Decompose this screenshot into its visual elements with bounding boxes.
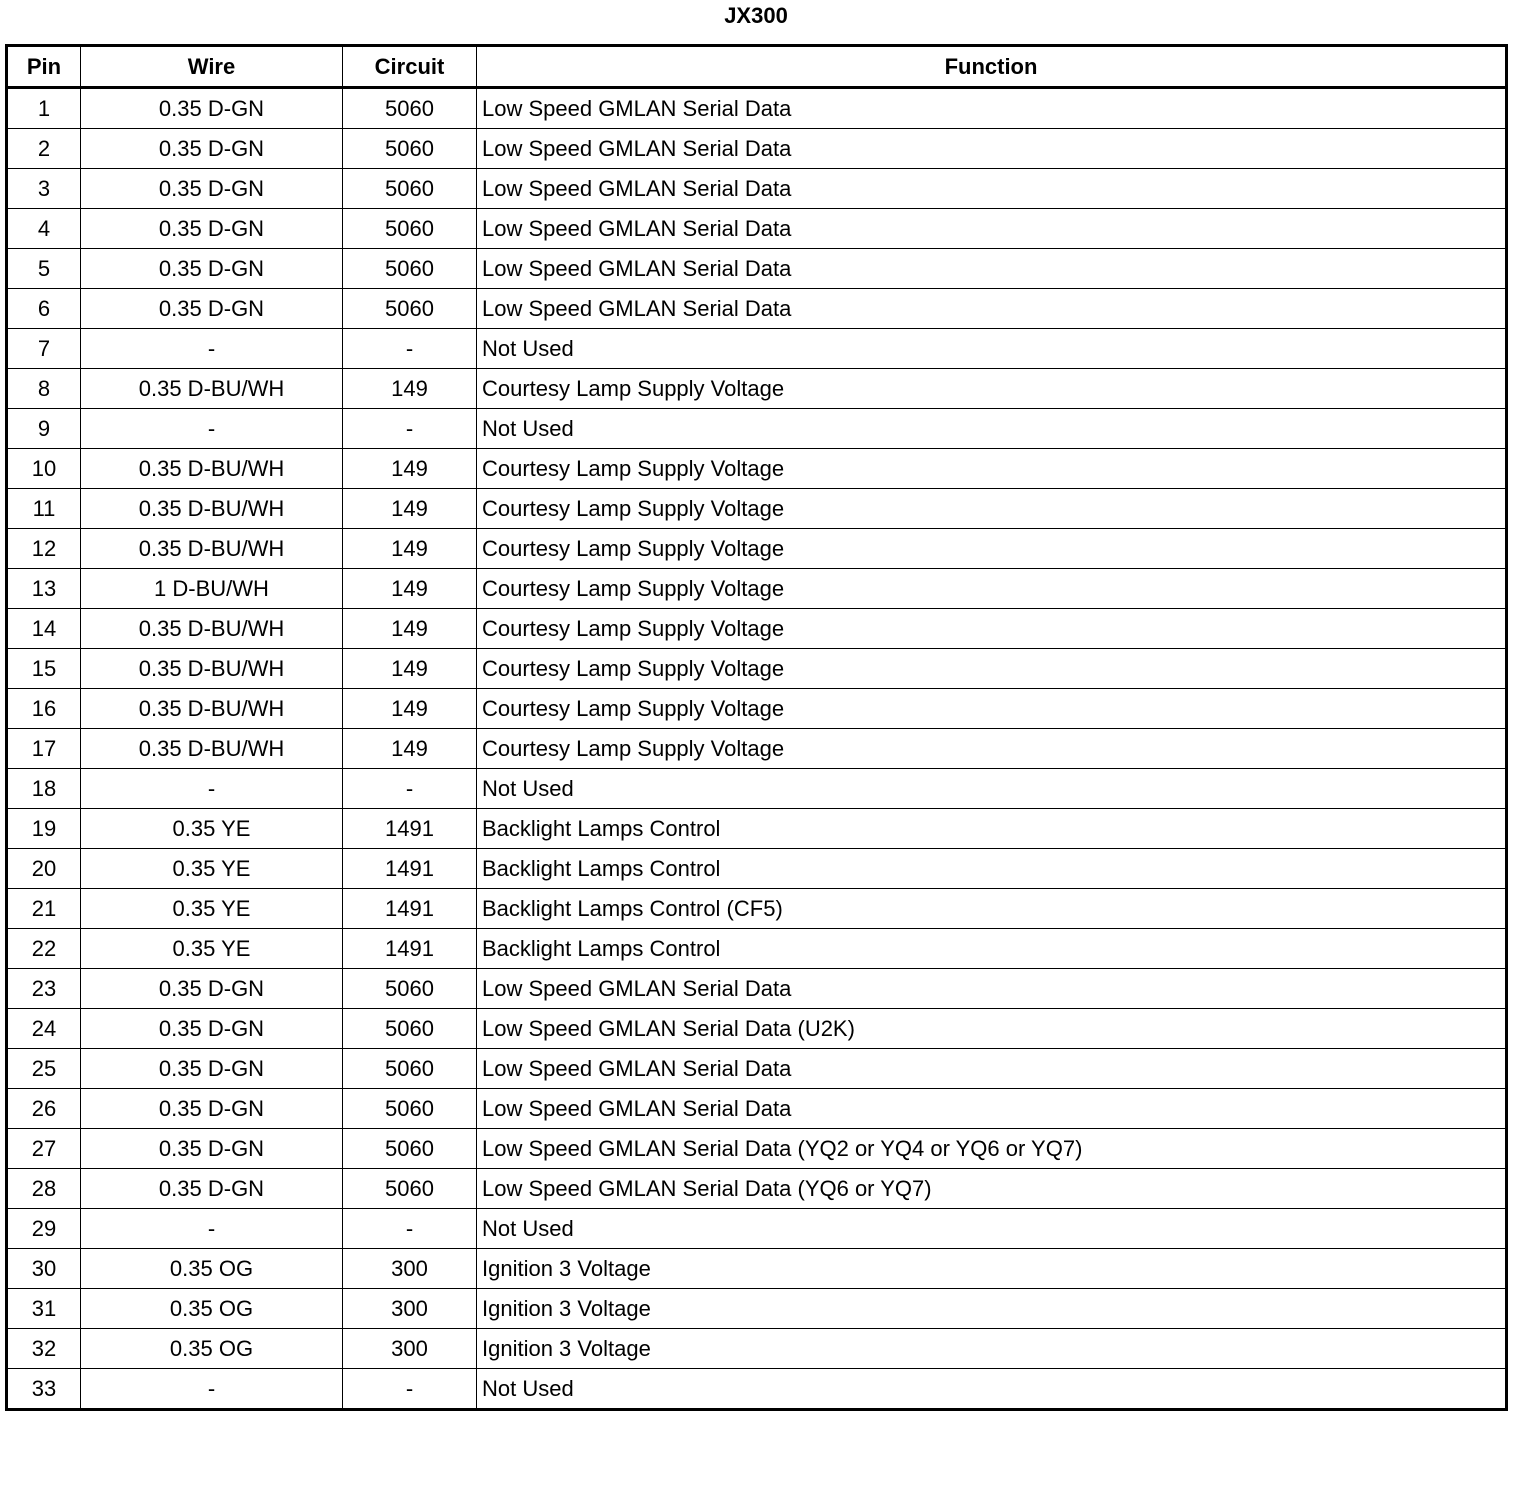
- wire-cell: 0.35 D-BU/WH: [81, 729, 343, 769]
- pin-cell: 31: [7, 1289, 81, 1329]
- function-cell: Not Used: [477, 409, 1507, 449]
- wire-cell: 0.35 D-BU/WH: [81, 529, 343, 569]
- circuit-cell: 149: [343, 689, 477, 729]
- header-circuit: Circuit: [343, 46, 477, 88]
- pin-cell: 21: [7, 889, 81, 929]
- circuit-cell: 149: [343, 729, 477, 769]
- pin-cell: 8: [7, 369, 81, 409]
- circuit-cell: -: [343, 409, 477, 449]
- circuit-cell: 149: [343, 449, 477, 489]
- function-cell: Courtesy Lamp Supply Voltage: [477, 689, 1507, 729]
- pin-cell: 11: [7, 489, 81, 529]
- pin-cell: 12: [7, 529, 81, 569]
- wire-cell: 0.35 D-GN: [81, 1009, 343, 1049]
- table-row: [7, 729, 1507, 769]
- pin-cell: 3: [7, 169, 81, 209]
- table-row: [7, 609, 1507, 649]
- pin-cell: 2: [7, 129, 81, 169]
- wire-cell: -: [81, 1209, 343, 1249]
- circuit-cell: 5060: [343, 169, 477, 209]
- function-cell: Low Speed GMLAN Serial Data: [477, 129, 1507, 169]
- table-row: [7, 329, 1507, 369]
- function-cell: Not Used: [477, 769, 1507, 809]
- wire-cell: 0.35 D-GN: [81, 1169, 343, 1209]
- wire-cell: 0.35 D-GN: [81, 88, 343, 129]
- circuit-cell: 5060: [343, 88, 477, 129]
- pin-cell: 9: [7, 409, 81, 449]
- pin-cell: 28: [7, 1169, 81, 1209]
- wire-cell: 0.35 D-BU/WH: [81, 649, 343, 689]
- circuit-cell: 149: [343, 489, 477, 529]
- function-cell: Low Speed GMLAN Serial Data: [477, 249, 1507, 289]
- table-row: [7, 129, 1507, 169]
- table-row: [7, 1249, 1507, 1289]
- circuit-cell: 5060: [343, 289, 477, 329]
- table-row: [7, 529, 1507, 569]
- pin-cell: 6: [7, 289, 81, 329]
- wire-cell: 0.35 YE: [81, 849, 343, 889]
- wire-cell: -: [81, 409, 343, 449]
- function-cell: Low Speed GMLAN Serial Data: [477, 289, 1507, 329]
- table-body: [7, 88, 1507, 1410]
- wire-cell: -: [81, 769, 343, 809]
- table-row: [7, 769, 1507, 809]
- pin-cell: 14: [7, 609, 81, 649]
- circuit-cell: -: [343, 1369, 477, 1410]
- circuit-cell: 5060: [343, 249, 477, 289]
- table-row: [7, 1049, 1507, 1089]
- connector-pinout-table: [5, 44, 1508, 1411]
- wire-cell: 0.35 D-GN: [81, 1089, 343, 1129]
- circuit-cell: 149: [343, 569, 477, 609]
- function-cell: Courtesy Lamp Supply Voltage: [477, 449, 1507, 489]
- table-row: [7, 1369, 1507, 1410]
- wire-cell: 0.35 D-GN: [81, 1129, 343, 1169]
- wire-cell: 0.35 OG: [81, 1329, 343, 1369]
- wire-cell: -: [81, 329, 343, 369]
- pin-cell: 26: [7, 1089, 81, 1129]
- table-row: [7, 1289, 1507, 1329]
- wire-cell: 0.35 D-GN: [81, 289, 343, 329]
- pin-cell: 32: [7, 1329, 81, 1369]
- table-row: [7, 969, 1507, 1009]
- header-wire: Wire: [81, 46, 343, 88]
- document-title: JX300: [724, 3, 788, 28]
- function-cell: Ignition 3 Voltage: [477, 1249, 1507, 1289]
- table-row: [7, 1169, 1507, 1209]
- pin-cell: 22: [7, 929, 81, 969]
- wire-cell: 0.35 D-GN: [81, 1049, 343, 1089]
- pin-cell: 27: [7, 1129, 81, 1169]
- function-cell: Low Speed GMLAN Serial Data: [477, 969, 1507, 1009]
- wire-cell: 0.35 YE: [81, 809, 343, 849]
- header-function: Function: [477, 46, 1507, 88]
- function-cell: Not Used: [477, 1209, 1507, 1249]
- table-row: [7, 929, 1507, 969]
- table-row: [7, 1089, 1507, 1129]
- wire-cell: 0.35 D-GN: [81, 129, 343, 169]
- circuit-cell: 5060: [343, 1049, 477, 1089]
- wire-cell: 0.35 D-BU/WH: [81, 689, 343, 729]
- circuit-cell: 149: [343, 649, 477, 689]
- wire-cell: 0.35 D-BU/WH: [81, 449, 343, 489]
- circuit-cell: 5060: [343, 1009, 477, 1049]
- circuit-cell: 1491: [343, 929, 477, 969]
- circuit-cell: 5060: [343, 209, 477, 249]
- table-row: [7, 289, 1507, 329]
- pin-cell: 30: [7, 1249, 81, 1289]
- function-cell: Backlight Lamps Control (CF5): [477, 889, 1507, 929]
- function-cell: Low Speed GMLAN Serial Data (YQ6 or YQ7): [477, 1169, 1507, 1209]
- pin-cell: 17: [7, 729, 81, 769]
- table-row: [7, 169, 1507, 209]
- wire-cell: 0.35 OG: [81, 1249, 343, 1289]
- table-row: [7, 849, 1507, 889]
- function-cell: Low Speed GMLAN Serial Data (U2K): [477, 1009, 1507, 1049]
- wire-cell: 0.35 YE: [81, 889, 343, 929]
- function-cell: Ignition 3 Voltage: [477, 1289, 1507, 1329]
- circuit-cell: 300: [343, 1249, 477, 1289]
- table-row: [7, 569, 1507, 609]
- wire-cell: 1 D-BU/WH: [81, 569, 343, 609]
- wire-cell: 0.35 YE: [81, 929, 343, 969]
- pin-cell: 33: [7, 1369, 81, 1410]
- circuit-cell: 300: [343, 1289, 477, 1329]
- pin-cell: 20: [7, 849, 81, 889]
- circuit-cell: 1491: [343, 889, 477, 929]
- table-row: [7, 449, 1507, 489]
- wire-cell: 0.35 D-GN: [81, 969, 343, 1009]
- circuit-cell: -: [343, 1209, 477, 1249]
- pin-cell: 29: [7, 1209, 81, 1249]
- function-cell: Courtesy Lamp Supply Voltage: [477, 489, 1507, 529]
- wire-cell: 0.35 D-BU/WH: [81, 369, 343, 409]
- pin-cell: 18: [7, 769, 81, 809]
- circuit-cell: 5060: [343, 129, 477, 169]
- circuit-cell: 5060: [343, 1169, 477, 1209]
- function-cell: Courtesy Lamp Supply Voltage: [477, 569, 1507, 609]
- table-row: [7, 88, 1507, 129]
- function-cell: Low Speed GMLAN Serial Data: [477, 209, 1507, 249]
- function-cell: Courtesy Lamp Supply Voltage: [477, 609, 1507, 649]
- table-row: [7, 1129, 1507, 1169]
- function-cell: Low Speed GMLAN Serial Data: [477, 169, 1507, 209]
- pin-cell: 7: [7, 329, 81, 369]
- wire-cell: 0.35 D-GN: [81, 249, 343, 289]
- table-row: [7, 249, 1507, 289]
- table-row: [7, 649, 1507, 689]
- pin-cell: 13: [7, 569, 81, 609]
- wire-cell: -: [81, 1369, 343, 1410]
- pin-cell: 4: [7, 209, 81, 249]
- wire-cell: 0.35 D-GN: [81, 209, 343, 249]
- circuit-cell: 149: [343, 369, 477, 409]
- function-cell: Backlight Lamps Control: [477, 849, 1507, 889]
- table-row: [7, 689, 1507, 729]
- function-cell: Courtesy Lamp Supply Voltage: [477, 649, 1507, 689]
- function-cell: Courtesy Lamp Supply Voltage: [477, 529, 1507, 569]
- function-cell: Ignition 3 Voltage: [477, 1329, 1507, 1369]
- function-cell: Low Speed GMLAN Serial Data (YQ2 or YQ4 or YQ6 or YQ7): [477, 1129, 1507, 1169]
- circuit-cell: 5060: [343, 1129, 477, 1169]
- pin-cell: 23: [7, 969, 81, 1009]
- circuit-cell: -: [343, 769, 477, 809]
- circuit-cell: 5060: [343, 969, 477, 1009]
- pin-cell: 25: [7, 1049, 81, 1089]
- wire-cell: 0.35 D-BU/WH: [81, 489, 343, 529]
- function-cell: Low Speed GMLAN Serial Data: [477, 1049, 1507, 1089]
- table-row: [7, 1009, 1507, 1049]
- function-cell: Backlight Lamps Control: [477, 929, 1507, 969]
- header-pin: Pin: [7, 46, 81, 88]
- wire-cell: 0.35 OG: [81, 1289, 343, 1329]
- pin-cell: 15: [7, 649, 81, 689]
- pin-cell: 10: [7, 449, 81, 489]
- function-cell: Low Speed GMLAN Serial Data: [477, 88, 1507, 129]
- function-cell: Low Speed GMLAN Serial Data: [477, 1089, 1507, 1129]
- function-cell: Backlight Lamps Control: [477, 809, 1507, 849]
- table-header-row: [7, 46, 1507, 88]
- wire-cell: 0.35 D-BU/WH: [81, 609, 343, 649]
- table-row: [7, 809, 1507, 849]
- circuit-cell: 149: [343, 529, 477, 569]
- table-row: [7, 889, 1507, 929]
- circuit-cell: 1491: [343, 809, 477, 849]
- pin-cell: 5: [7, 249, 81, 289]
- function-cell: Not Used: [477, 1369, 1507, 1410]
- table-row: [7, 1209, 1507, 1249]
- function-cell: Courtesy Lamp Supply Voltage: [477, 729, 1507, 769]
- table-row: [7, 409, 1507, 449]
- pin-cell: 1: [7, 88, 81, 129]
- pin-cell: 19: [7, 809, 81, 849]
- circuit-cell: 5060: [343, 1089, 477, 1129]
- wire-cell: 0.35 D-GN: [81, 169, 343, 209]
- table-row: [7, 209, 1507, 249]
- table-row: [7, 369, 1507, 409]
- table-row: [7, 1329, 1507, 1369]
- function-cell: Not Used: [477, 329, 1507, 369]
- circuit-cell: 149: [343, 609, 477, 649]
- function-cell: Courtesy Lamp Supply Voltage: [477, 369, 1507, 409]
- table-row: [7, 489, 1507, 529]
- circuit-cell: -: [343, 329, 477, 369]
- pin-cell: 24: [7, 1009, 81, 1049]
- pin-cell: 16: [7, 689, 81, 729]
- circuit-cell: 300: [343, 1329, 477, 1369]
- circuit-cell: 1491: [343, 849, 477, 889]
